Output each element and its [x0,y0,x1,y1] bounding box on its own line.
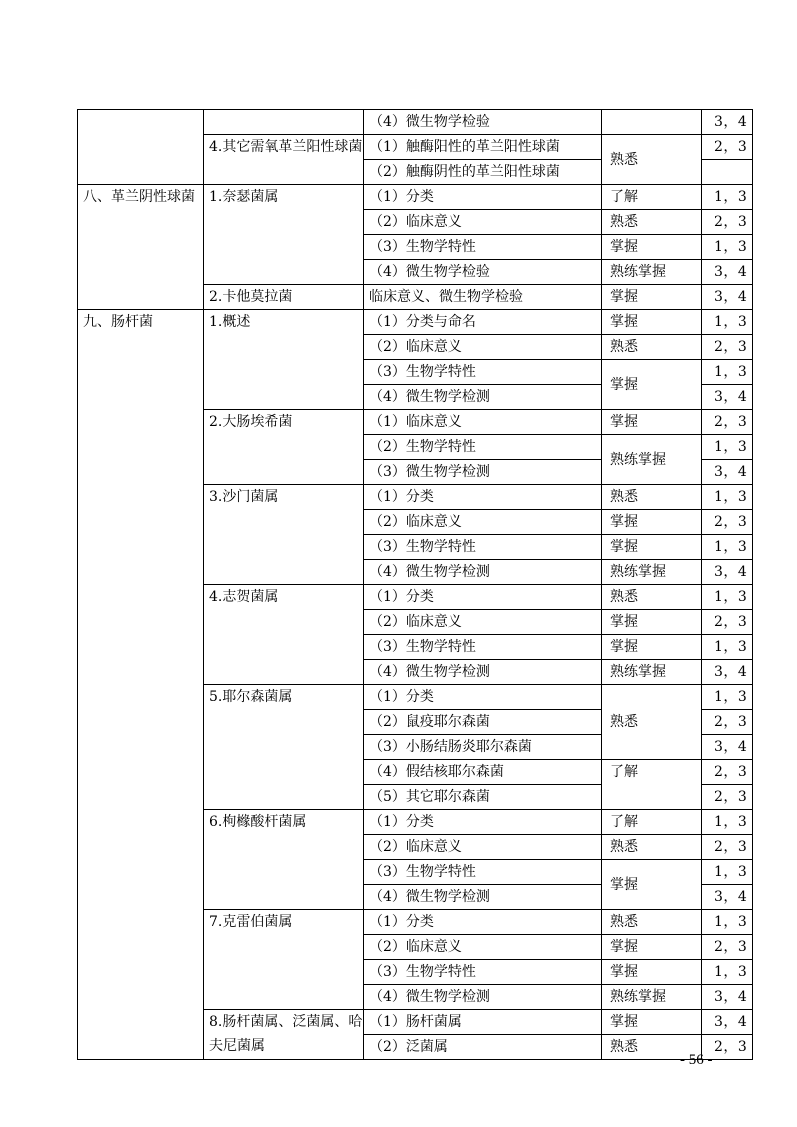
topic-cell: 8.肠杆菌属、泛菌属、哈夫尼菌属 [204,1010,364,1060]
grade-cell: 2，3 [702,1035,753,1060]
topic-cell: 3.沙门菌属 [204,485,364,585]
level-cell: 熟悉 [602,685,702,760]
grade-cell: 2，3 [702,760,753,785]
level-cell: 掌握 [602,960,702,985]
item-cell: （1）分类 [364,185,602,210]
item-cell: （4）微生物学检测 [364,660,602,685]
table-row [78,110,753,135]
grade-cell: 1，3 [702,235,753,260]
level-cell: 熟练掌握 [602,660,702,685]
item-cell: （3）生物学特性 [364,860,602,885]
item-cell: （2）泛菌属 [364,1035,602,1060]
grade-cell: 3，4 [702,460,753,485]
topic-cell: 4.其它需氧革兰阳性球菌 [204,135,364,185]
item-cell: （1）分类 [364,485,602,510]
grade-cell: 2，3 [702,335,753,360]
item-cell: 临床意义、微生物学检验 [364,285,602,310]
grade-cell: 2，3 [702,935,753,960]
item-cell: （1）临床意义 [364,410,602,435]
level-cell: 掌握 [602,310,702,335]
topic-cell: 1.概述 [204,310,364,410]
level-cell: 熟悉 [602,585,702,610]
item-cell: （3）生物学特性 [364,960,602,985]
item-cell: （1）分类 [364,685,602,710]
item-cell: （4）微生物学检测 [364,985,602,1010]
level-cell: 掌握 [602,535,702,560]
item-cell: （2）触酶阴性的革兰阳性球菌 [364,160,602,185]
grade-cell: 3，4 [702,1010,753,1035]
table-row [78,310,753,335]
item-cell: （3）小肠结肠炎耶尔森菌 [364,735,602,760]
level-cell: 熟悉 [602,1035,702,1060]
item-cell: （4）假结核耶尔森菌 [364,760,602,785]
grade-cell: 1，3 [702,435,753,460]
grade-cell: 2，3 [702,210,753,235]
topic-cell: 1.奈瑟菌属 [204,185,364,285]
level-cell: 掌握 [602,610,702,635]
level-cell: 掌握 [602,410,702,435]
item-cell: （1）分类 [364,810,602,835]
topic-cell: 5.耶尔森菌属 [204,685,364,810]
level-cell: 掌握 [602,285,702,310]
table-row [78,185,753,210]
item-cell: （3）生物学特性 [364,360,602,385]
topic-cell: 2.大肠埃希菌 [204,410,364,485]
item-cell: （5）其它耶尔森菌 [364,785,602,810]
grade-cell: 2，3 [702,710,753,735]
grade-cell: 3，4 [702,735,753,760]
item-cell: （2）临床意义 [364,935,602,960]
level-cell: 熟悉 [602,335,702,360]
item-cell: （2）临床意义 [364,210,602,235]
level-cell: 熟悉 [602,910,702,935]
item-cell: （3）生物学特性 [364,635,602,660]
section-cell: 八、革兰阴性球菌 [78,185,204,310]
grade-cell: 3，4 [702,985,753,1010]
grade-cell: 1，3 [702,310,753,335]
item-cell: （4）微生物学检测 [364,560,602,585]
level-cell: 熟练掌握 [602,985,702,1010]
level-cell [602,110,702,135]
grade-cell: 2，3 [702,410,753,435]
page-number: - 56 - [680,1052,713,1068]
grade-cell: 1，3 [702,910,753,935]
level-cell: 熟悉 [602,485,702,510]
grade-cell: 1，3 [702,360,753,385]
grade-cell: 1，3 [702,535,753,560]
level-cell: 熟练掌握 [602,560,702,585]
item-cell: （3）微生物学检测 [364,460,602,485]
grade-cell: 3，4 [702,285,753,310]
level-cell: 掌握 [602,510,702,535]
item-cell: （2）临床意义 [364,510,602,535]
level-cell: 掌握 [602,860,702,910]
item-cell: （3）生物学特性 [364,235,602,260]
item-cell: （2）生物学特性 [364,435,602,460]
grade-cell: 2，3 [702,610,753,635]
grade-cell: 1，3 [702,685,753,710]
item-cell: （2）临床意义 [364,335,602,360]
grade-cell: 1，3 [702,635,753,660]
level-cell: 熟悉 [602,835,702,860]
item-cell: （2）临床意义 [364,610,602,635]
section-cell: 九、肠杆菌 [78,310,204,1060]
level-cell: 掌握 [602,360,702,410]
topic-cell: 2.卡他莫拉菌 [204,285,364,310]
item-cell: （1）触酶阳性的革兰阳性球菌 [364,135,602,160]
level-cell: 熟练掌握 [602,260,702,285]
topic-cell: 4.志贺菌属 [204,585,364,685]
item-cell: （2）鼠疫耶尔森菌 [364,710,602,735]
level-cell: 熟练掌握 [602,435,702,485]
item-cell: （1）肠杆菌属 [364,1010,602,1035]
item-cell: （4）微生物学检测 [364,885,602,910]
grade-cell: 1，3 [702,585,753,610]
level-cell: 掌握 [602,235,702,260]
item-cell: （4）微生物学检验 [364,110,602,135]
grade-cell: 3，4 [702,110,753,135]
grade-cell: 1，3 [702,485,753,510]
grade-cell: 1，3 [702,960,753,985]
item-cell: （4）微生物学检验 [364,260,602,285]
level-cell: 掌握 [602,935,702,960]
section-cell [78,110,204,185]
grade-cell: 3，4 [702,660,753,685]
topic-cell [204,110,364,135]
topic-cell: 7.克雷伯菌属 [204,910,364,1010]
item-cell: （3）生物学特性 [364,535,602,560]
item-cell: （1）分类与命名 [364,310,602,335]
grade-cell [702,160,753,185]
topic-cell: 6.枸橼酸杆菌属 [204,810,364,910]
grade-cell: 2，3 [702,510,753,535]
level-cell: 了解 [602,810,702,835]
grade-cell: 3，4 [702,885,753,910]
level-cell: 熟悉 [602,135,702,185]
grade-cell: 2，3 [702,135,753,160]
level-cell: 了解 [602,185,702,210]
level-cell: 了解 [602,760,702,810]
item-cell: （4）微生物学检测 [364,385,602,410]
level-cell: 掌握 [602,635,702,660]
grade-cell: 1，3 [702,860,753,885]
grade-cell: 3，4 [702,560,753,585]
grade-cell: 3，4 [702,260,753,285]
level-cell: 掌握 [602,1010,702,1035]
item-cell: （1）分类 [364,910,602,935]
item-cell: （1）分类 [364,585,602,610]
syllabus-table [77,109,753,1060]
grade-cell: 3，4 [702,385,753,410]
item-cell: （2）临床意义 [364,835,602,860]
grade-cell: 1，3 [702,185,753,210]
grade-cell: 2，3 [702,835,753,860]
level-cell: 熟悉 [602,210,702,235]
grade-cell: 2，3 [702,785,753,810]
grade-cell: 1，3 [702,810,753,835]
